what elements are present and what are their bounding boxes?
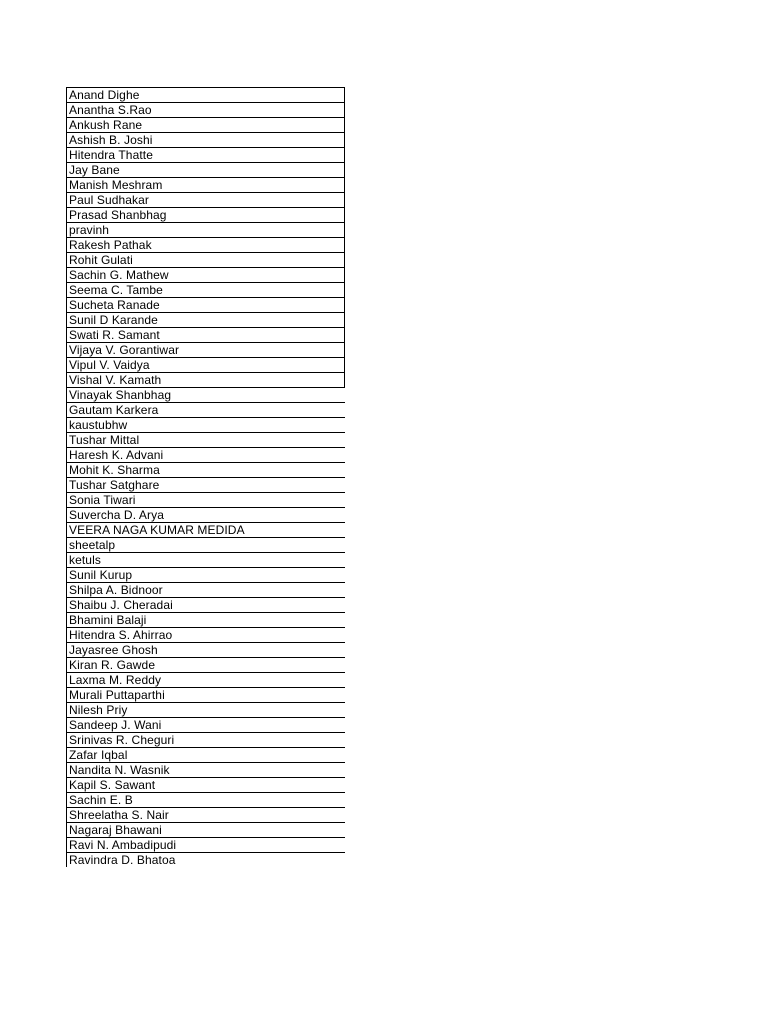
table-row — [67, 208, 345, 223]
table-row — [67, 328, 345, 343]
name-cell: Prasad Shanbhag — [67, 208, 345, 223]
table-row — [67, 478, 345, 493]
name-cell: VEERA NAGA KUMAR MEDIDA — [67, 523, 345, 538]
table-row — [67, 778, 345, 793]
table-row — [67, 193, 345, 208]
name-cell: Srinivas R. Cheguri — [67, 733, 345, 748]
table-row — [67, 643, 345, 658]
name-cell: Sachin E. B — [67, 793, 345, 808]
name-cell: Anantha S.Rao — [67, 103, 345, 118]
table-row — [67, 178, 345, 193]
table-row — [67, 718, 345, 733]
name-cell: Nandita N. Wasnik — [67, 763, 345, 778]
name-cell: Seema C. Tambe — [67, 283, 345, 298]
table-row — [67, 553, 345, 568]
name-cell: Gautam Karkera — [67, 403, 345, 418]
name-cell: Shaibu J. Cheradai — [67, 598, 345, 613]
name-cell: Sucheta Ranade — [67, 298, 345, 313]
table-row — [67, 253, 345, 268]
name-cell: Ravi N. Ambadipudi — [67, 838, 345, 853]
table-row — [67, 268, 345, 283]
name-cell: Nilesh Priy — [67, 703, 345, 718]
name-cell: Sandeep J. Wani — [67, 718, 345, 733]
table-row — [67, 808, 345, 823]
table-row — [67, 418, 345, 433]
table-row — [67, 583, 345, 598]
name-cell: Sunil Kurup — [67, 568, 345, 583]
name-cell: Sachin G. Mathew — [67, 268, 345, 283]
table-row — [67, 133, 345, 148]
name-cell: Kapil S. Sawant — [67, 778, 345, 793]
name-cell: sheetalp — [67, 538, 345, 553]
name-cell: Ankush Rane — [67, 118, 345, 133]
name-cell: Mohit K. Sharma — [67, 463, 345, 478]
table-row — [67, 118, 345, 133]
table-row — [67, 163, 345, 178]
name-cell: Shreelatha S. Nair — [67, 808, 345, 823]
table-row — [67, 523, 345, 538]
table-row — [67, 103, 345, 118]
table-row — [67, 748, 345, 763]
table-row — [67, 733, 345, 748]
table-row — [67, 703, 345, 718]
name-cell: kaustubhw — [67, 418, 345, 433]
table-row — [67, 313, 345, 328]
table-row — [67, 658, 345, 673]
name-cell: Shilpa A. Bidnoor — [67, 583, 345, 598]
name-cell: Zafar Iqbal — [67, 748, 345, 763]
name-cell: Vishal V. Kamath — [67, 373, 345, 388]
name-cell: Jayasree Ghosh — [67, 643, 345, 658]
table-row — [67, 298, 345, 313]
name-cell: Sonia Tiwari — [67, 493, 345, 508]
name-list-body — [67, 88, 345, 868]
table-row — [67, 148, 345, 163]
name-cell: Suvercha D. Arya — [67, 508, 345, 523]
name-cell: Swati R. Samant — [67, 328, 345, 343]
name-cell: pravinh — [67, 223, 345, 238]
name-list-table — [66, 87, 345, 867]
table-row — [67, 613, 345, 628]
table-row — [67, 688, 345, 703]
table-row — [67, 568, 345, 583]
name-cell: Ravindra D. Bhatoa — [67, 853, 345, 868]
name-cell: Ashish B. Joshi — [67, 133, 345, 148]
name-cell: Bhamini Balaji — [67, 613, 345, 628]
table-row — [67, 343, 345, 358]
name-cell: Rakesh Pathak — [67, 238, 345, 253]
name-cell: Jay Bane — [67, 163, 345, 178]
table-row — [67, 358, 345, 373]
table-row — [67, 373, 345, 388]
table-row — [67, 388, 345, 403]
name-cell: ketuls — [67, 553, 345, 568]
name-cell: Manish Meshram — [67, 178, 345, 193]
table-row — [67, 238, 345, 253]
name-cell: Tushar Mittal — [67, 433, 345, 448]
name-cell: Hitendra S. Ahirrao — [67, 628, 345, 643]
name-cell: Sunil D Karande — [67, 313, 345, 328]
table-row — [67, 763, 345, 778]
table-row — [67, 433, 345, 448]
table-row — [67, 823, 345, 838]
table-row — [67, 508, 345, 523]
name-cell: Vipul V. Vaidya — [67, 358, 345, 373]
name-cell: Nagaraj Bhawani — [67, 823, 345, 838]
table-row — [67, 403, 345, 418]
name-cell: Kiran R. Gawde — [67, 658, 345, 673]
table-row — [67, 853, 345, 868]
table-row — [67, 88, 345, 103]
name-cell: Rohit Gulati — [67, 253, 345, 268]
table-row — [67, 493, 345, 508]
table-row — [67, 838, 345, 853]
table-row — [67, 463, 345, 478]
name-cell: Vijaya V. Gorantiwar — [67, 343, 345, 358]
table-row — [67, 223, 345, 238]
name-cell: Hitendra Thatte — [67, 148, 345, 163]
name-cell: Anand Dighe — [67, 88, 345, 103]
table-row — [67, 628, 345, 643]
name-cell: Paul Sudhakar — [67, 193, 345, 208]
name-cell: Tushar Satghare — [67, 478, 345, 493]
table-row — [67, 793, 345, 808]
name-cell: Laxma M. Reddy — [67, 673, 345, 688]
table-row — [67, 598, 345, 613]
name-cell: Vinayak Shanbhag — [67, 388, 345, 403]
table-row — [67, 283, 345, 298]
table-row — [67, 673, 345, 688]
table-row — [67, 448, 345, 463]
name-cell: Haresh K. Advani — [67, 448, 345, 463]
name-cell: Murali Puttaparthi — [67, 688, 345, 703]
table-row — [67, 538, 345, 553]
